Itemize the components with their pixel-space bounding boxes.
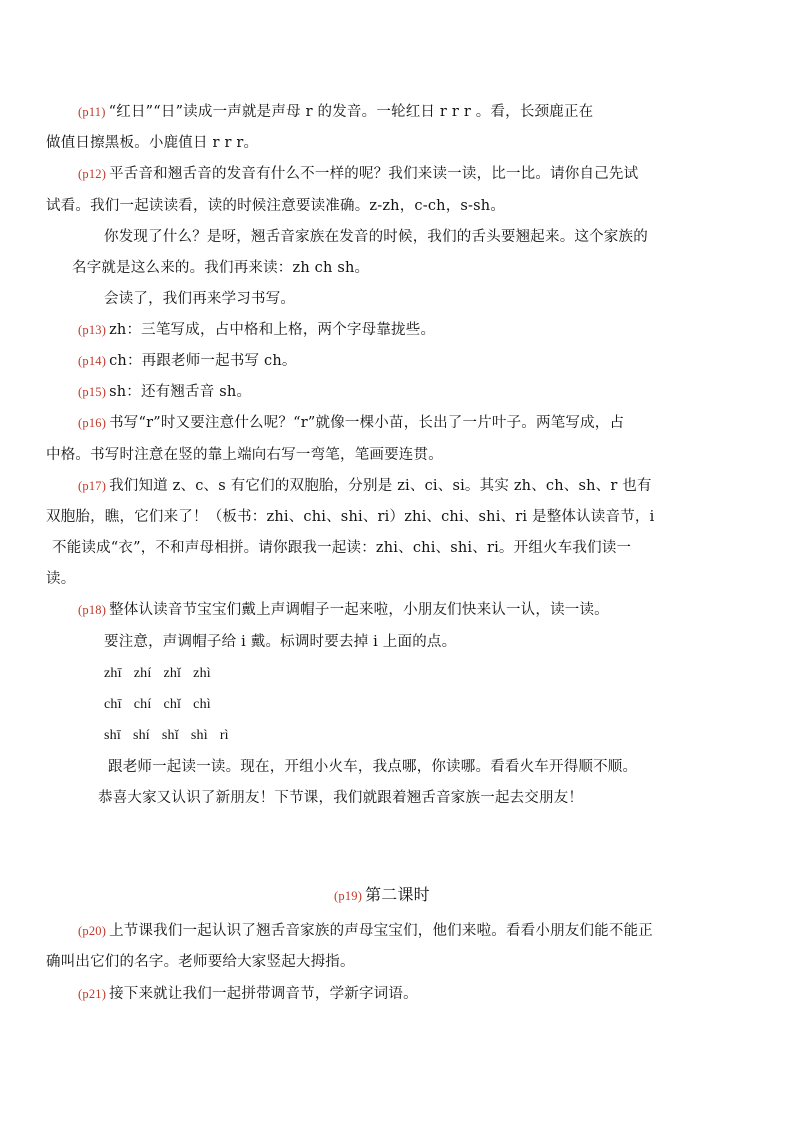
paragraph-p15: (p15) sh：还有翘舌音 sh。 [78, 384, 252, 400]
paragraph-p20-line-2: 确叫出它们的名字。老师要给大家竖起大拇指。 [46, 954, 355, 970]
pinyin-syllable: zhí [133, 666, 152, 681]
paragraph-p16-line-1: (p16) 书写“r”时又要注意什么呢？“r”就像一棵小苗，长出了一片叶子。两笔写成，占 [78, 415, 625, 431]
pinyin-syllable: shì [190, 728, 208, 743]
section-heading [334, 886, 430, 905]
page-tag-p11: (p11) [78, 105, 106, 119]
pinyin-row-sh [104, 726, 241, 745]
paragraph-p13: (p13) zh：三笔写成，占中格和上格，两个字母靠拢些。 [78, 322, 436, 338]
pinyin-syllable: rì [219, 728, 229, 743]
pinyin-syllable: chì [193, 697, 211, 712]
page-tag-p17: (p17) [78, 479, 107, 493]
page-tag-p13: (p13) [78, 323, 107, 337]
paragraph-p18-line-1: (p18) 整体认读音节宝宝们戴上声调帽子一起来啦，小朋友们快来认一认，读一读。 [78, 602, 609, 618]
page-tag-p14: (p14) [78, 354, 107, 368]
paragraph-discover-line-2: 名字就是这么来的。我们再来读：zh ch sh。 [72, 260, 370, 276]
paragraph-discover-line-3: 会读了，我们再来学习书写。 [104, 291, 296, 307]
paragraph-p17-line-4: 读。 [46, 571, 76, 587]
closing-line-2: 恭喜大家又认识了新朋友！下节课，我们就跟着翘舌音家族一起去交朋友！ [98, 790, 584, 806]
page-tag-p16: (p16) [78, 416, 107, 430]
page-tag-p21: (p21) [78, 987, 107, 1001]
section-title: 第二课时 [365, 885, 430, 904]
paragraph-p17-line-1: (p17) 我们知道 z、c、s 有它们的双胞胎，分别是 zi、ci、si。其实 zh、ch、sh、r 也有 [78, 478, 652, 494]
paragraph-p17-line-3: 不能读成“衣”，不和声母相拼。请你跟我一起读：zhi、chi、shi、ri。开组火车我们读一 [52, 540, 632, 556]
page-tag-p12: (p12) [78, 167, 107, 181]
paragraph-p16-line-2: 中格。书写时注意在竖的靠上端向右写一弯笔，笔画要连贯。 [46, 447, 443, 463]
paragraph-p20-line-1: (p20) 上节课我们一起认识了翘舌音家族的声母宝宝们，他们来啦。看看小朋友们能不能正 [78, 923, 653, 939]
paragraph-p11-line-2: 做值日擦黑板。小鹿值日 r r r。 [46, 135, 259, 151]
page-tag-p15: (p15) [78, 385, 107, 399]
paragraph-p12-line-1: (p12) 平舌音和翘舌音的发音有什么不一样的呢？我们来读一读，比一比。请你自己先试 [78, 166, 639, 182]
pinyin-syllable: chī [104, 697, 122, 712]
paragraph-p11-line-1: (p11) “红日”“日”读成一声就是声母 r 的发音。一轮红日 r r r 。看，长颈鹿正在 [78, 104, 594, 120]
pinyin-syllable: zhì [193, 666, 211, 681]
pinyin-syllable: shī [104, 728, 121, 743]
pinyin-syllable: chí [133, 697, 152, 712]
pinyin-row-ch [104, 695, 223, 714]
pinyin-syllable: shǐ [161, 728, 179, 743]
closing-line-1: 跟老师一起读一读。现在，开组小火车，我点哪，你读哪。看看火车开得顺不顺。 [108, 759, 638, 775]
pinyin-syllable: zhǐ [163, 666, 182, 681]
pinyin-syllable: zhī [104, 666, 122, 681]
paragraph-p12-line-2: 试看。我们一起读读看，读的时候注意要读准确。z-zh，c-ch，s-sh。 [46, 198, 506, 214]
pinyin-row-zh [104, 664, 223, 683]
page-tag-p19: (p19) [334, 889, 363, 903]
paragraph-p21: (p21) 接下来就让我们一起拼带调音节，学新字词语。 [78, 986, 418, 1002]
paragraph-p14: (p14) ch：再跟老师一起书写 ch。 [78, 353, 297, 369]
pinyin-syllable: shí [132, 728, 150, 743]
page-tag-p20: (p20) [78, 924, 107, 938]
paragraph-p18-line-2: 要注意，声调帽子给 i 戴。标调时要去掉 i 上面的点。 [104, 634, 457, 650]
pinyin-syllable: chǐ [163, 697, 182, 712]
paragraph-discover-line-1: 你发现了什么？是呀，翘舌音家族在发音的时候，我们的舌头要翘起来。这个家族的 [104, 229, 648, 245]
paragraph-p17-line-2: 双胞胎，瞧，它们来了！（板书：zhi、chi、shi、ri）zhi、chi、shi、ri 是整体认读音节，i [46, 509, 655, 525]
page-tag-p18: (p18) [78, 603, 107, 617]
